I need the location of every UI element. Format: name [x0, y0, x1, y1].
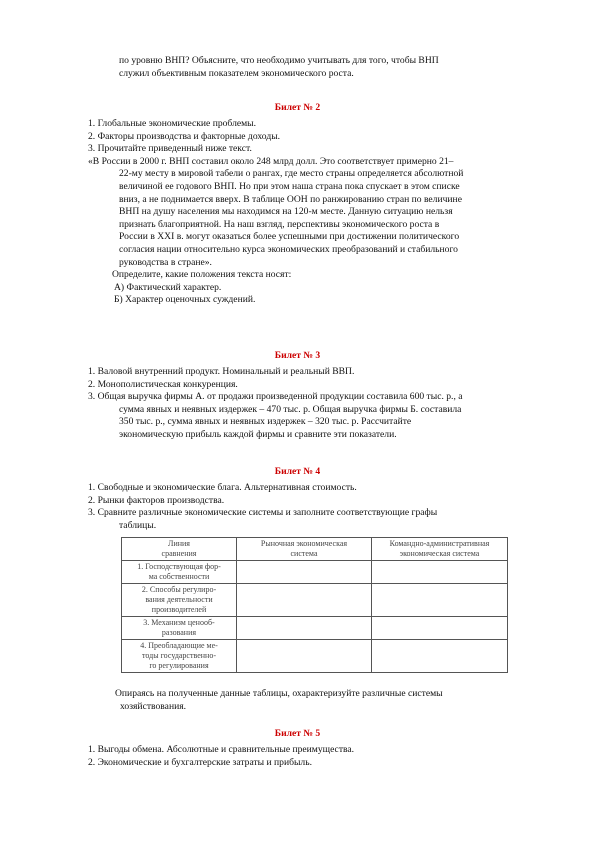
question-3-line: 3. Общая выручка фирмы А. от продажи произведенной продукции составила 600 тыс. р., а — [88, 391, 463, 403]
table-cell-empty — [237, 584, 372, 617]
quote-line: вниз, а не поднимается вверх. В таблице ООН по ранжированию стран по величине — [119, 193, 462, 205]
table-header-cell: Командно-административная экономическая система — [372, 538, 508, 561]
quote-line: «В России в 2000 г. ВНП составил около 248 млрд долл. Это соответствует примерно 21– — [88, 155, 454, 167]
ticket-5-body — [88, 744, 354, 769]
ticket-4-body — [88, 482, 437, 532]
question-2: 2. Факторы производства и факторные доходы. — [88, 130, 281, 142]
table-row — [122, 561, 508, 584]
table-cell-empty — [372, 640, 508, 673]
question-3-line: 3. Сравните различные экономические системы и заполните соответствующие графы — [88, 507, 438, 519]
question-2: 2. Экономические и бухгалтерские затраты и прибыль. — [88, 756, 312, 768]
question-3-line: 350 тыс. р., сумма явных и неявных издержек – 320 тыс. р. Рассчитайте — [119, 416, 412, 428]
question-3-line: таблицы. — [119, 519, 157, 531]
quote-line: признать благоприятной. На наш взгляд, перспективы экономического роста в — [119, 218, 440, 230]
question-3-line: экономическую прибыль каждой фирмы и сравните эти показатели. — [119, 428, 397, 440]
ticket-3-body — [88, 366, 463, 442]
table-cell-empty — [372, 617, 508, 640]
table-row-label: 3. Механизм ценооб- разования — [122, 617, 237, 640]
intro-line: служил объективным показателем экономического роста. — [119, 67, 354, 79]
table-row-label: 4. Преобладающие ме- тоды государственно- го регулирования — [122, 640, 237, 673]
table-cell-empty — [237, 617, 372, 640]
question-3: 3. Прочитайте приведенный ниже текст. — [88, 143, 252, 155]
question-2: 2. Монополистическая конкуренция. — [88, 378, 238, 390]
table-row-label: 2. Способы регулиро- вания деятельности производителей — [122, 584, 237, 617]
question-3-line: сумма явных и неявных издержек – 470 тыс. р. Общая выручка фирмы Б. составила — [119, 403, 462, 415]
quote-line: величиной ее годового ВНП. Но при этом наша страна пока спускает в этом списке — [119, 180, 460, 192]
quote-line: согласия нации относительно курса экономических преобразований и стабильного — [119, 243, 458, 255]
ticket-4-title: Билет № 4 — [274, 466, 321, 477]
question-2: 2. Рынки факторов производства. — [88, 494, 225, 506]
table-cell-empty — [372, 561, 508, 584]
option-a: А) Фактический характер. — [114, 281, 222, 293]
table-cell-empty — [237, 561, 372, 584]
ticket-2-title: Билет № 2 — [274, 102, 321, 113]
quote-line: 22-му месту в мировой табели о рангах, где место страны определяется абсолютной — [119, 168, 464, 180]
after-line: хозяйствования. — [120, 700, 187, 712]
question-1: 1. Глобальные экономические проблемы. — [88, 118, 257, 129]
ticket-5-title: Билет № 5 — [274, 728, 321, 739]
table-row-label: 1. Господствующая фор- ма собственности — [122, 561, 237, 584]
table-row — [122, 584, 508, 617]
after-line: Опираясь на полученные данные таблицы, охарактеризуйте различные системы — [115, 688, 443, 699]
ticket-2-body — [88, 118, 463, 307]
intro-text — [119, 55, 439, 80]
table-cell-empty — [237, 640, 372, 673]
comparison-table — [121, 537, 508, 673]
table-row — [122, 640, 508, 673]
question-1: 1. Свободные и экономические блага. Альтернативная стоимость. — [88, 482, 357, 493]
intro-line: по уровню ВНП? Объясните, что необходимо учитывать для того, чтобы ВНП — [119, 55, 439, 66]
table-row — [122, 617, 508, 640]
table-header-cell: Рыночная экономическая система — [237, 538, 372, 561]
table-header-cell: Линия сравнения — [122, 538, 237, 561]
question-1: 1. Выгоды обмена. Абсолютные и сравнительные преимущества. — [88, 744, 355, 755]
table-cell-empty — [372, 584, 508, 617]
table-header-row — [122, 538, 508, 561]
ticket-4-after — [115, 688, 443, 713]
quote-line: России в XXI в. могут оказаться более успешными при достижении политического — [119, 231, 460, 243]
quote-line: руководства в стране». — [119, 256, 212, 268]
quote-line: ВНП на душу населения мы находимся на 120-м месте. Данную ситуацию нельзя — [119, 206, 453, 218]
option-b: Б) Характер оценочных суждений. — [114, 294, 256, 306]
task-line: Определите, какие положения текста носят: — [112, 269, 292, 281]
question-1: 1. Валовой внутренний продукт. Номинальный и реальный ВВП. — [88, 366, 355, 377]
ticket-3-title: Билет № 3 — [274, 350, 321, 361]
